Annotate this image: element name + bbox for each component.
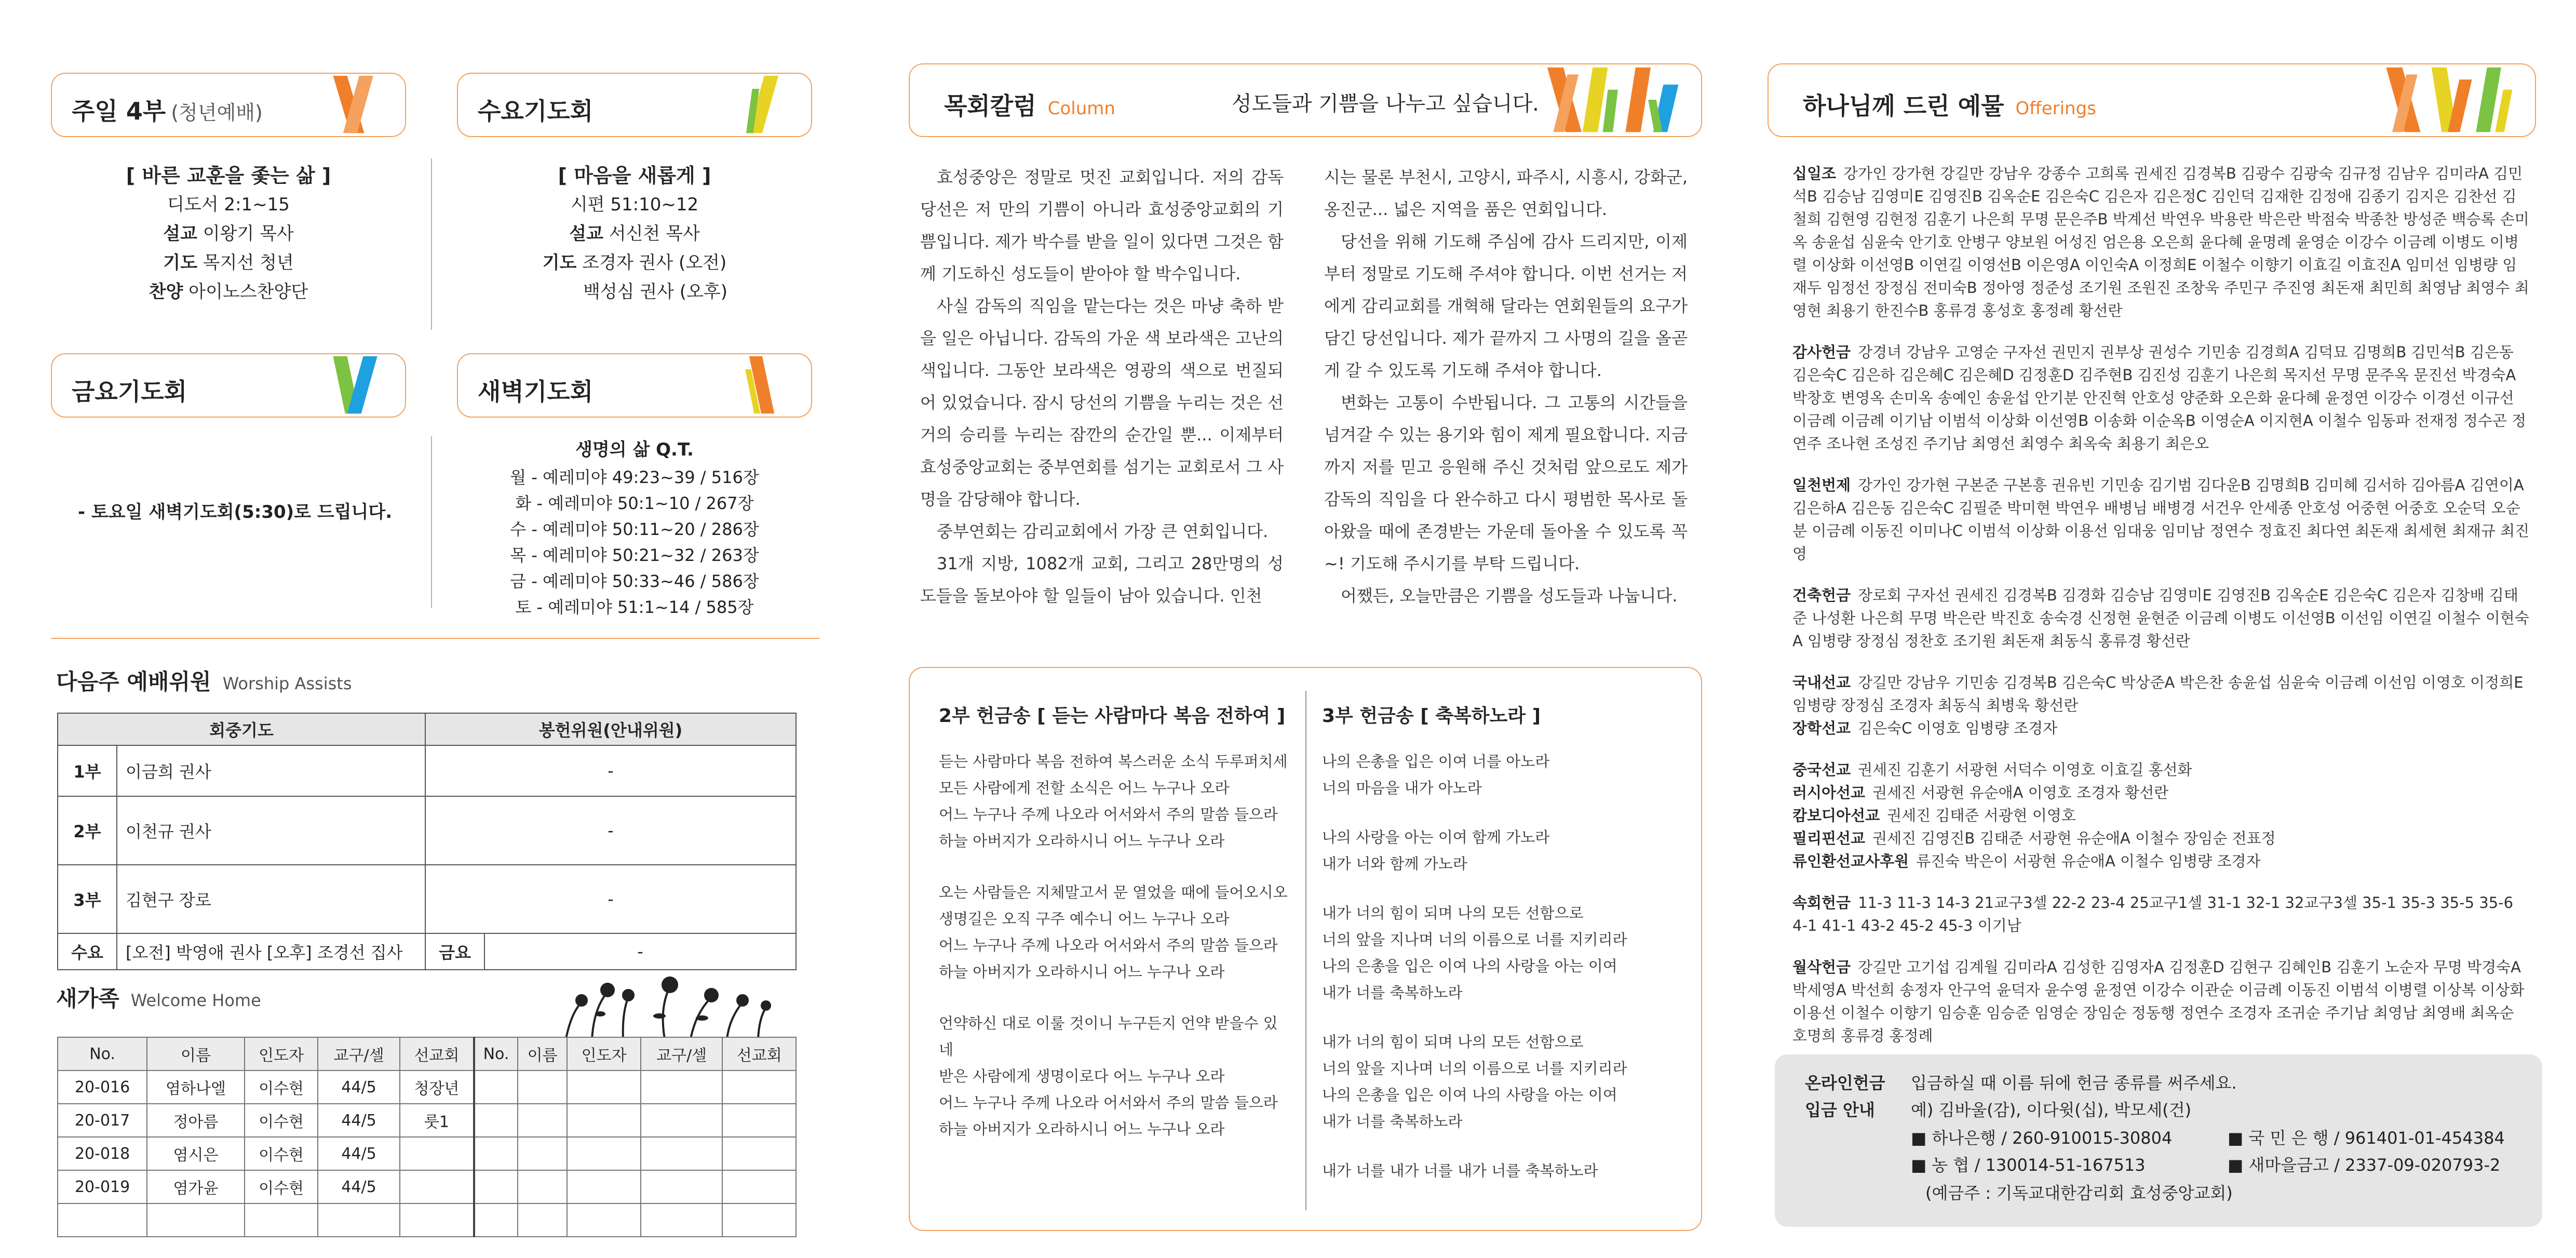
table-cell: 20-016 (58, 1070, 147, 1104)
column-paragraph: 어쨌든, 오늘만큼은 기쁨을 성도들과 나눕니다. (1341, 586, 1678, 606)
offering-group: 속회헌금 11-3 11-3 14-3 21교구3셀 22-2 23-4 25교구1셀 31-1 32-1 32교구3셀 35-1 35-3 35-5 35-6 4-1 41-1 43-2 45-2 45-3 이기남 (1792, 894, 2514, 934)
worship-assists-heading: 다음주 예배위원 Worship Assists (56, 669, 352, 694)
logo-stripes-icon (327, 74, 384, 136)
table-cell: 염시은 (147, 1137, 245, 1170)
table-cell (518, 1203, 567, 1237)
bank-account: ■ 농 협 / 130014-51-167513 (1911, 1155, 2146, 1175)
table-cell (641, 1070, 723, 1104)
table-cell (318, 1203, 400, 1237)
sunday-title: 주일 4부 (청년예배) (72, 97, 263, 125)
table-header-cell: 봉헌위원(안내위원) (425, 713, 796, 745)
table-cell (722, 1070, 796, 1104)
table-cell: 이수현 (245, 1170, 318, 1203)
table-cell: 이수현 (245, 1137, 318, 1170)
hymn-line: 너의 마음을 내가 아노라 (1322, 779, 1482, 797)
table-cell: 염하나엘 (147, 1070, 245, 1104)
hymn-verse (939, 748, 1292, 854)
wednesday-header (457, 73, 812, 137)
offering-group: 건축헌금 장로회 구자선 권세진 김경복B 김경화 김승남 김영미E 김영진B 김옥순E 김은숙C 김은자 김창배 김태준 나성환 나은희 무명 박은란 박진호 송숙경 신정현 윤현준 이금례 이병도 이선영B 이선임 이연길 이철수 이현숙A 임병량 장정심 정찬호 조기원 최돈재 최동식 홍류경 황선란 (1792, 586, 2529, 650)
hymn-verse (939, 879, 1292, 985)
column-right-text (1324, 161, 1688, 612)
table-cell: 20-018 (58, 1137, 147, 1170)
prayer-cell: 이금희 권사 (117, 745, 425, 796)
newcomers-table (57, 1037, 797, 1237)
sunday-role: 설교 이왕기 목사 (163, 223, 294, 244)
wednesday-role-extra: 백성심 권사 (오후) (583, 282, 728, 302)
sunday-theme: [ 바른 교훈을 좇는 삶 ] (126, 164, 331, 187)
wednesday-title: 수요기도회 (478, 97, 594, 125)
column-title: 목회칼럼 Column (944, 92, 1115, 120)
usher-cell: - (425, 745, 796, 796)
hymn-line: 받은 사람에게 생명이로다 어느 누구나 오라 (939, 1067, 1225, 1085)
bank-account: ■ 새마을금고 / 2337-09-020793-2 (2228, 1155, 2501, 1175)
dawn-header (457, 353, 812, 418)
hymn-verse (1322, 824, 1675, 877)
table-cell: 이수현 (245, 1070, 318, 1104)
online-title: 온라인헌금 (1805, 1073, 1885, 1093)
logo-stripes-icon (2369, 64, 2525, 136)
online-title2: 입금 안내 (1805, 1100, 1875, 1120)
table-header-cell: 인도자 (245, 1037, 318, 1070)
table-cell: 20-017 (58, 1104, 147, 1137)
hymn-line: 모든 사람에게 전할 소식은 어느 누구나 오라 (939, 779, 1230, 797)
table-row (58, 1070, 796, 1104)
hymn-line: 나의 은총을 입은 이여 너를 아노라 (1322, 753, 1550, 770)
hymn-line: 너의 앞을 지나며 너의 이름으로 너를 지키리라 (1322, 1060, 1627, 1077)
table-row (58, 1104, 796, 1137)
wednesday-content (457, 161, 812, 306)
table-cell (567, 1170, 641, 1203)
table-cell (245, 1203, 318, 1237)
table-cell: 20-019 (58, 1170, 147, 1203)
hymn-line: 내가 너를 내가 너를 내가 너를 축복하노라 (1322, 1162, 1598, 1180)
table-cell (641, 1104, 723, 1137)
hymn-line: 내가 너의 힘이 되며 나의 모든 선함으로 (1322, 1033, 1584, 1051)
dawn-day: 목 - 예레미야 50:21~32 / 263장 (510, 545, 759, 565)
hymn-verse (1322, 900, 1675, 1006)
table-cell: 44/5 (318, 1137, 400, 1170)
wednesday-theme: [ 마음을 새롭게 ] (558, 164, 711, 187)
table-header-cell: 이름 (147, 1037, 245, 1070)
table-row (58, 1170, 796, 1203)
table-cell (567, 1104, 641, 1137)
table-cell: 44/5 (318, 1070, 400, 1104)
table-row (58, 933, 796, 970)
offering-group: 월삭헌금 강길만 고기섭 김계월 김미라A 김성한 김영자A 김정훈D 김현구 김혜인B 김훈기 노순자 무명 박경숙A 박세영A 박선희 송정자 안구억 윤덕자 윤수영 윤정연 이강수 이관순 이금례 이동진 이범석 이병렬 이상복 이상화 이용선 이철수 이향기 임승훈 임승준 임영순 장임순 정동행 정연수 조경자 조귀순 주기남 최영남 최영배 최옥순 호명희 홍류경 홍정례 (1792, 958, 2525, 1045)
logo-stripes-icon (733, 74, 790, 136)
sunday-role: 찬양 아이노스찬양단 (149, 282, 308, 302)
hymn-title: 2부 헌금송 [ 듣는 사람마다 복음 전하여 ] (939, 705, 1286, 727)
hymn-line: 나의 사랑을 아는 이여 함께 가노라 (1322, 828, 1550, 846)
table-cell (567, 1070, 641, 1104)
bank-account: ■ 국 민 은 행 / 961401-01-454384 (2228, 1128, 2505, 1148)
hymn-title: 3부 헌금송 [ 축복하노라 ] (1322, 705, 1541, 727)
usher-cell: - (425, 865, 796, 933)
table-cell (567, 1203, 641, 1237)
hymn-line: 내가 너와 함께 가노라 (1322, 855, 1467, 873)
logo-stripes-icon (327, 354, 384, 417)
table-cell (518, 1070, 567, 1104)
hymn-line: 내가 너의 힘이 되며 나의 모든 선함으로 (1322, 904, 1584, 922)
offering-group: 류인환선교사후원 류진숙 박은이 서광현 유순애A 이철수 임병량 조경자 (1792, 852, 2261, 870)
offering-group: 국내선교 강길만 강남우 기민송 김경복B 김은숙C 박상준A 박은찬 송윤섭 심윤숙 이금례 이선임 이영호 이정희E 임병량 장정심 조경자 최동식 최병욱 황선란 (1792, 674, 2524, 714)
column-paragraph: 시는 물론 부천시, 고양시, 파주시, 시흥시, 강화군, 옹진군... 넓은 지역을 품은 연회입니다. (1324, 167, 1688, 219)
column-paragraph: 효성중앙은 정말로 멋진 교회입니다. 저의 감독 당선은 저 만의 기쁨이 아니라 효성중앙교회의 기쁨입니다. 제가 박수를 받을 일이 있다면 그것은 함께 기도하신 성도들이 받아야 할 박수입니다. (920, 167, 1284, 284)
part-label: 수요 (58, 933, 117, 970)
hymn-line: 어느 누구나 주께 나오라 어서와서 주의 말씀 들으라 (939, 806, 1278, 823)
hymn-line: 생명길은 오직 구주 예수니 어느 누구나 오라 (939, 910, 1230, 928)
sunday-content (51, 161, 406, 306)
hymn-line: 듣는 사람마다 복음 전하여 복스러운 소식 두루퍼치세 (939, 753, 1288, 770)
dawn-day: 금 - 예레미야 50:33~46 / 586장 (510, 571, 759, 591)
hymn-line: 언약하신 대로 이룰 것이니 누구든지 언약 받을수 있네 (939, 1014, 1278, 1059)
sunday-header (51, 73, 406, 137)
table-header (58, 713, 796, 745)
table-cell (567, 1137, 641, 1170)
offering-group: 십일조 강가인 강가현 강길만 강남우 강종수 고희록 권세진 김경복B 김광수 김광숙 김규정 김남우 김미라A 김민석B 김승남 김영미E 김영진B 김옥순E 김은숙C 김은자 김은정C 김인덕 김재한 김정애 김종기 김지은 김찬선 김철희 김현영 김현정 김훈기 나은희 무명 문은주B 박계선 박연우 박용란 박은란 박점숙 박종찬 방성준 백승록 손미옥 송윤섭 심윤숙 안기호 안병구 양보원 어성진 엄은용 오은희 윤다혜 윤명례 윤영순 이강수 이금례 이병도 이병렬 이상화 이선영B 이연길 이영선B 이은영A 이인숙A 이정희E 이철수 이향기 이효길 이효진A 임미선 임병량 임재두 임정선 장정심 전미숙B 정아영 정준성 조기원 조원진 조창욱 주민구 주진영 최돈재 최민희 최영남 최영수 최영현 최용기 한진수B 홍류경 홍성호 홍정례 황선란 (1792, 165, 2529, 319)
part-label: 2부 (58, 796, 117, 865)
flowers-icon (556, 966, 774, 1039)
table-header-cell: 교구/셀 (641, 1037, 723, 1070)
prayer-cell: 이천규 권사 (117, 796, 425, 865)
table-cell: 청장년 (400, 1070, 474, 1104)
table-row (58, 865, 796, 933)
hymn-line: 나의 은총을 입은 이여 나의 사랑을 아는 이여 (1322, 1086, 1617, 1104)
dawn-qt-title: 생명의 삶 Q.T. (575, 439, 694, 460)
column-headline: 성도들과 기쁨을 나누고 싶습니다. (1232, 92, 1539, 116)
table-row (58, 1137, 796, 1170)
column-header (909, 63, 1702, 137)
table-cell: 룻1 (400, 1104, 474, 1137)
table-header-cell: 선교회 (400, 1037, 474, 1070)
hymn-line: 내가 너를 축복하노라 (1322, 1113, 1463, 1130)
table-cell (474, 1203, 518, 1237)
logo-stripes-icon (733, 354, 790, 417)
wednesday-scripture: 시편 51:10~12 (570, 194, 699, 215)
table-cell (641, 1170, 723, 1203)
table-header-cell: 회중기도 (58, 713, 425, 745)
dawn-day: 화 - 예레미야 50:1~10 / 267장 (515, 493, 754, 513)
offering-group: 장학선교 김은숙C 이영호 임병량 조경자 (1792, 719, 2058, 737)
hymn-line: 오는 사람들은 지체말고서 문 열었을 때에 들어오시오 (939, 884, 1288, 901)
table-cell (147, 1203, 245, 1237)
table-cell (518, 1137, 567, 1170)
table-header-cell: No. (474, 1037, 518, 1070)
part-label: 1부 (58, 745, 117, 796)
dawn-day: 월 - 예레미야 49:23~39 / 516장 (510, 467, 759, 487)
table-row (58, 1203, 796, 1237)
hymn-verse (939, 1010, 1292, 1143)
hymn-line: 어느 누구나 주께 나오라 어서와서 주의 말씀 들으라 (939, 936, 1278, 954)
hymn-left (939, 701, 1292, 1143)
friday-title: 금요기도회 (72, 378, 187, 406)
offering-group: 감사헌금 강경녀 강남우 고영순 구자선 권민지 권부상 권성수 기민송 김경희A 김덕묘 김명희B 김민석B 김은동 김은숙C 김은하 김은혜C 김은혜D 김정훈D 김주현B 김진성 김훈기 나은희 목지선 무명 문주옥 문진선 박경숙A 박창호 변영옥 손미옥 송예인 송윤섭 안기분 안진혁 안호성 양준화 오은화 윤다혜 윤정연 이강수 이경선 이규선 이금례 이금례 이기남 이범석 이상화 이선영B 이송화 이순옥B 이영순A 이지현A 이철수 임동파 전재정 정수곤 정연주 조나현 조성진 주기남 최영선 최영수 최옥숙 최용기 최은오 (1792, 343, 2527, 452)
column-paragraph: 31개 지방, 1082개 교회, 그리고 28만명의 성도들을 돌보아야 할 일들이 남아 있습니다. 인천 (920, 554, 1284, 606)
table-cell (474, 1104, 518, 1137)
offerings-title: 하나님께 드린 예물 Offerings (1803, 92, 2096, 120)
table-cell (474, 1070, 518, 1104)
section-divider (51, 638, 819, 639)
divider (431, 436, 432, 608)
dawn-day: 토 - 예레미야 51:1~14 / 585장 (515, 597, 754, 617)
table-cell (400, 1137, 474, 1170)
table-cell (722, 1104, 796, 1137)
fri-cell: - (484, 933, 796, 970)
dawn-day: 수 - 예레미야 50:11~20 / 286장 (510, 519, 759, 539)
table-header-cell: 인도자 (567, 1037, 641, 1070)
table-cell (474, 1137, 518, 1170)
table-cell: 44/5 (318, 1104, 400, 1137)
friday-note: - 토요일 새벽기도회(5:30)로 드립니다. (78, 502, 393, 523)
worship-assists-table (57, 713, 797, 970)
table-cell (400, 1170, 474, 1203)
offering-group: 중국선교 권세진 김훈기 서광현 서덕수 이영호 이효길 홍선화 (1792, 761, 2192, 779)
table-cell (722, 1137, 796, 1170)
offering-group: 일천번제 강가인 강가현 구본준 구본흥 권유빈 기민송 김기범 김다운B 김명희B 김미혜 김서하 김아름A 김연이A 김은하A 김은동 김은숙C 김필준 박미현 박연우 배병님 배병경 서건우 안세종 안호성 어중현 어중호 오순덕 오순분 이금례 이동진 이미나C 이범석 이상화 이용선 임대웅 임미남 정연수 정효진 최다연 최돈재 최세현 최재규 최진영 (1792, 476, 2530, 563)
column-left-text (920, 161, 1284, 612)
online-guide: 입금하실 때 이름 뒤에 헌금 종류를 써주세요. (1911, 1073, 2237, 1093)
wednesday-role: 설교 서신천 목사 (569, 223, 700, 244)
table-cell (518, 1104, 567, 1137)
table-cell (722, 1170, 796, 1203)
dawn-content (457, 435, 812, 620)
column-paragraph: 당선을 위해 기도해 주심에 감사 드리지만, 이제부터 정말로 기도해 주셔야 합니다. 이번 선거는 저에게 감리교회를 개혁해 달라는 연회원들의 요구가 담긴 당선입니다. 제가 끝까지 그 사명의 길을 올곧게 갈 수 있도록 기도해 주셔야 합니다. (1324, 232, 1688, 380)
hymn-line: 하늘 아버지가 오라하시니 어느 누구나 오라 (939, 1120, 1225, 1138)
wed-cell: [오전] 박영애 권사 [오후] 조경선 집사 (117, 933, 425, 970)
hymn-right (1322, 701, 1675, 1184)
table-header-cell: No. (58, 1037, 147, 1070)
table-cell (722, 1203, 796, 1237)
part-label: 3부 (58, 865, 117, 933)
table-header (58, 1037, 796, 1070)
dawn-title: 새벽기도회 (478, 378, 594, 406)
sunday-role: 기도 목지선 청년 (163, 252, 294, 273)
wednesday-role: 기도 조경자 권사 (오전) (542, 252, 727, 273)
table-cell: 44/5 (318, 1170, 400, 1203)
hymn-line: 너의 앞을 지나며 너의 이름으로 너를 지키리라 (1322, 931, 1627, 948)
part-label: 금요 (425, 933, 484, 970)
hymn-verse (1322, 1029, 1675, 1135)
hymn-line: 하늘 아버지가 오라하시니 어느 누구나 오라 (939, 963, 1225, 981)
table-cell (641, 1203, 723, 1237)
column-paragraph: 변화는 고통이 수반됩니다. 그 고통의 시간들을 넘겨갈 수 있는 용기와 힘이 제게 필요합니다. 지금까지 저를 믿고 응원해 주신 것처럼 앞으로도 제가 감독의 직임을 다 완수하고 다시 평범한 목사로 돌아왔을 때에 존경받는 가운데 돌아올 수 있도록 꼭~! 기도해 주시기를 부탁 드립니다. (1324, 393, 1688, 573)
table-header-cell: 교구/셀 (318, 1037, 400, 1070)
hymn-line: 하늘 아버지가 오라하시니 어느 누구나 오라 (939, 832, 1225, 850)
table-cell: 염가윤 (147, 1170, 245, 1203)
offering-group: 필리핀선교 권세진 김영진B 김태준 서광현 유순애A 이철수 장임순 전표정 (1792, 829, 2276, 847)
online-example: 예) 김바울(감), 이다윗(십), 박모세(건) (1911, 1100, 2192, 1120)
prayer-cell: 김현구 장로 (117, 865, 425, 933)
table-row (58, 796, 796, 865)
newcomers-heading: 새가족 Welcome Home (56, 986, 261, 1011)
table-header-cell: 선교회 (722, 1037, 796, 1070)
usher-cell: - (425, 796, 796, 865)
table-header-cell: 이름 (518, 1037, 567, 1070)
logo-stripes-icon (1530, 64, 1701, 136)
table-row (58, 745, 796, 796)
hymn-verse (1322, 1158, 1675, 1184)
bank-account: ■ 하나은행 / 260-910015-30804 (1911, 1128, 2173, 1148)
offering-group: 캄보디아선교 권세진 김태준 서광현 이영호 (1792, 807, 2076, 824)
hymn-line: 어느 누구나 주께 나오라 어서와서 주의 말씀 들으라 (939, 1094, 1278, 1112)
table-cell: 정아름 (147, 1104, 245, 1137)
table-cell (58, 1203, 147, 1237)
table-cell (400, 1203, 474, 1237)
column-paragraph: 중부연회는 감리교회에서 가장 큰 연회입니다. (937, 521, 1269, 541)
sunday-scripture: 디도서 2:1~15 (167, 194, 290, 215)
divider (1305, 691, 1306, 1210)
offerings-list (1792, 162, 2530, 1047)
hymn-line: 나의 은총을 입은 이여 나의 사랑을 아는 이여 (1322, 957, 1617, 975)
column-paragraph: 사실 감독의 직임을 맡는다는 것은 마냥 축하 받을 일은 아닙니다. 감독의 가운 색 보라색은 고난의 색입니다. 그동안 보라색은 영광의 색으로 번질되어 있었습니다. 잠시 당선의 기쁨을 누리는 것은 선거의 승리를 누리는 잠깐의 순간일 뿐... 이제부터 효성중앙교회는 중부연회를 섬기는 교회로서 그 사명을 감당해야 합니다. (920, 296, 1284, 509)
table-cell (518, 1170, 567, 1203)
table-cell: 이수현 (245, 1104, 318, 1137)
offerings-header (1768, 63, 2536, 137)
hymn-line: 내가 너를 축복하노라 (1322, 984, 1463, 1001)
table-cell (641, 1137, 723, 1170)
friday-header (51, 353, 406, 418)
offering-group: 러시아선교 권세진 서광현 유순애A 이영호 조경자 황선란 (1792, 784, 2169, 801)
divider (431, 158, 432, 330)
table-cell (474, 1170, 518, 1203)
hymn-verse (1322, 748, 1675, 801)
account-holder: (예금주 : 기독교대한감리회 효성중앙교회) (1925, 1183, 2233, 1203)
